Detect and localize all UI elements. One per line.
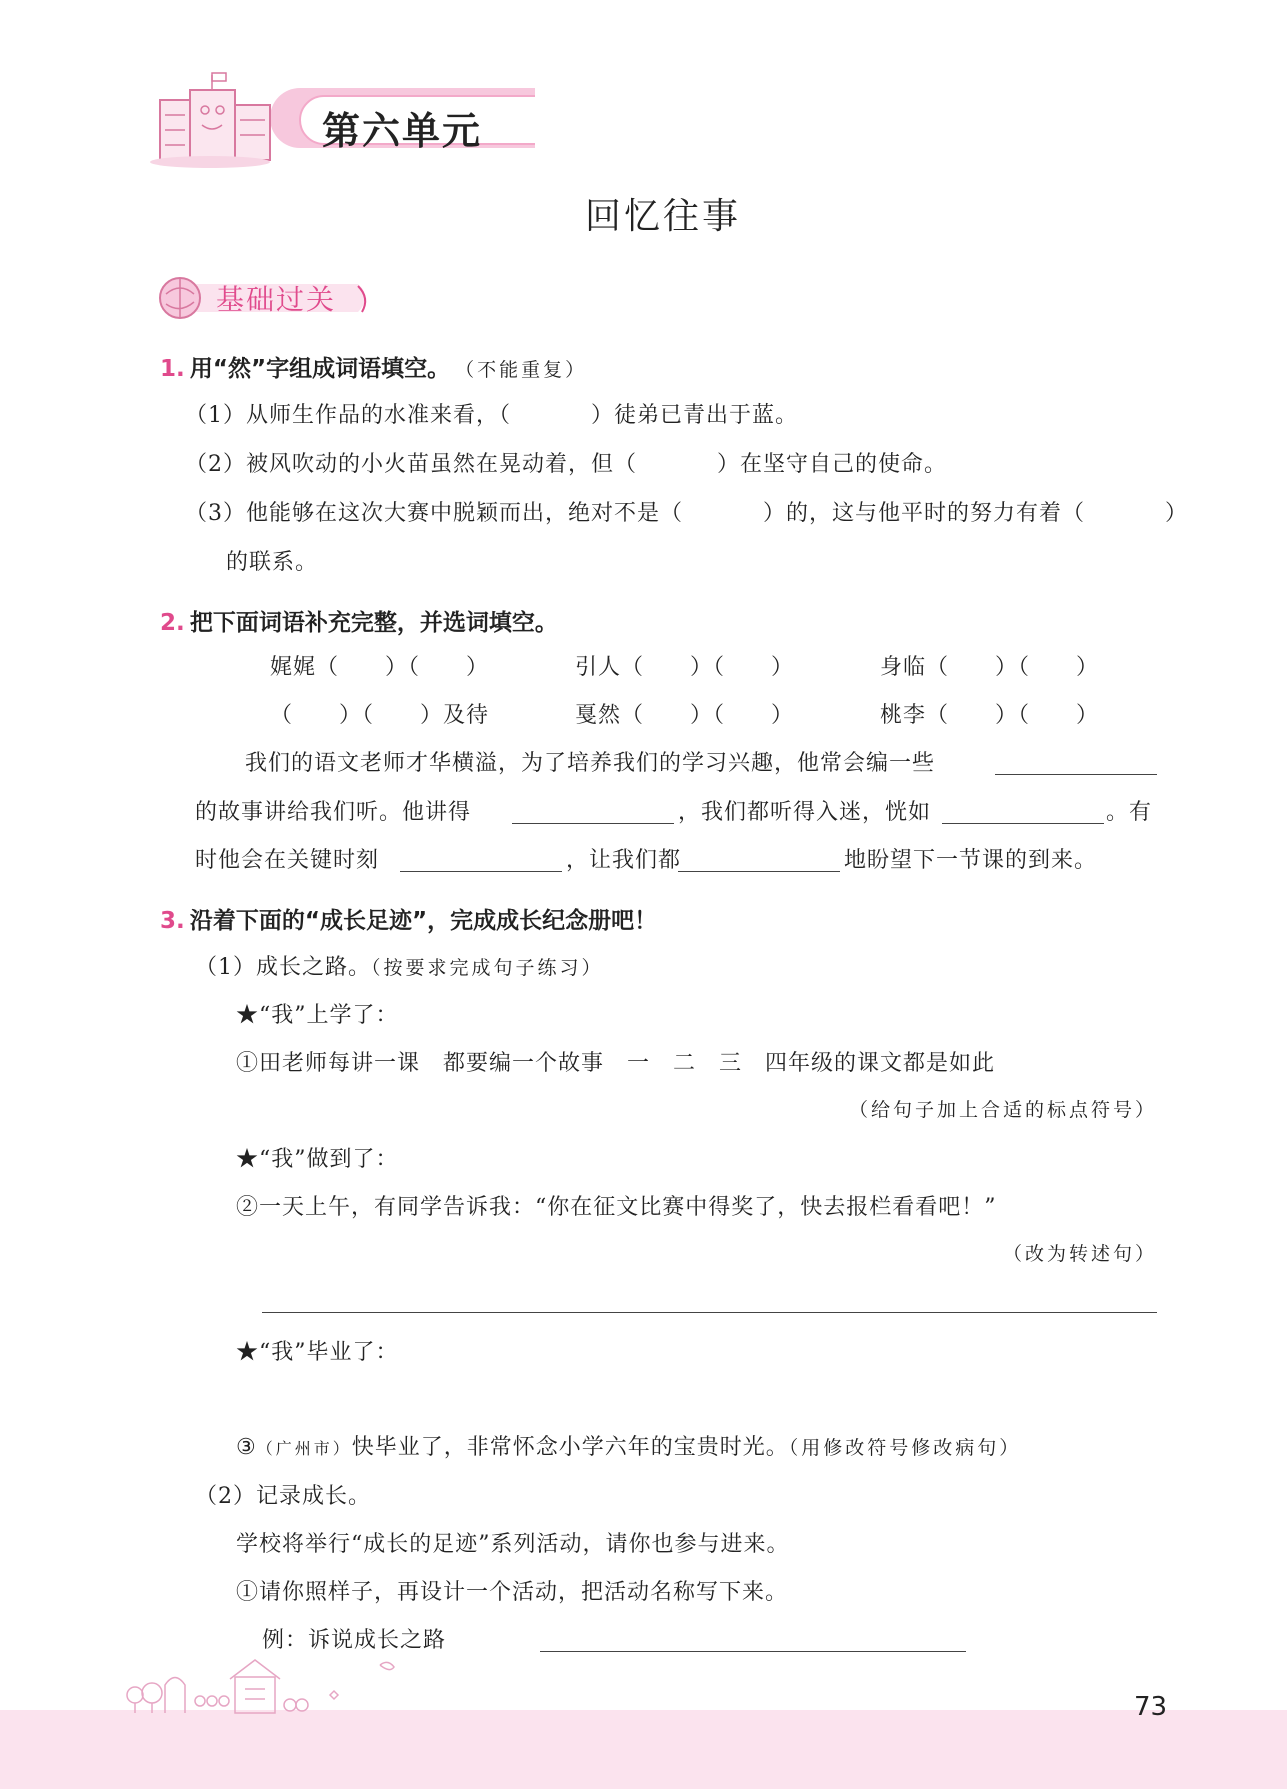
q2-word-2-3[interactable]: 桃李（ ）（ ） (880, 703, 1100, 728)
q3-prompt: 沿着下面的“成长足迹”，完成成长纪念册吧！ (189, 908, 658, 934)
q2-header (160, 604, 558, 637)
q1-item-3 (185, 496, 1188, 527)
q3-part1-note: （按要求完成句子练习） (371, 957, 604, 979)
q1-note: （不能重复） (455, 359, 588, 381)
q1-item-3-cont: 的联系。 (226, 550, 319, 575)
q2-word-1-3[interactable]: 身临（ ）（ ） (880, 655, 1100, 680)
q3-item-2-note: （改为转述句） (1002, 1243, 1157, 1265)
q3-item-3-marker: ③ (236, 1435, 257, 1460)
q2-blank-1[interactable] (995, 774, 1157, 775)
q1-number: 1. (160, 356, 185, 382)
q1-item-3-text-a: （3）他能够在这次大赛中脱颖而出，绝对不是（ (185, 501, 683, 526)
q3-item-2-answer-line[interactable] (262, 1312, 1157, 1313)
q1-item-1 (185, 398, 798, 429)
q2-prompt: 把下面词语补充完整，并选词填空。 (189, 610, 558, 636)
q2-para-line-3b: ，让我们都 (566, 848, 682, 873)
q2-para-line-3a: 时他会在关键时刻 (195, 848, 380, 873)
q1-item-3-text-c: ） (1165, 501, 1189, 526)
q3-star-1: ★“我”上学了： (236, 1003, 399, 1028)
q3-number: 3. (160, 908, 185, 934)
footer-decoration (120, 1655, 440, 1715)
q3-item-1: ①田老师每讲一课 都要编一个故事 一 二 三 四年级的课文都是如此 (236, 1051, 996, 1076)
q2-number: 2. (160, 610, 185, 636)
q3-item-3 (236, 1430, 1021, 1461)
q2-para-line-3c: 地盼望下一节课的到来。 (844, 848, 1098, 873)
q1-item-1-text-a: （1）从师生作品的水准来看，（ (185, 403, 511, 428)
unit-title: 第六单元 (322, 109, 483, 153)
q1-item-2-text-b: ）在坚守自己的使命。 (717, 452, 948, 477)
q1-prompt: 用“然”字组成词语填空。 (189, 356, 451, 382)
q2-para-line-2c: 。有 (1106, 800, 1153, 825)
q2-blank-4[interactable] (400, 871, 562, 872)
q3-part2: （2）记录成长。 (195, 1484, 371, 1509)
q2-word-1-1[interactable]: 娓娓（ ）（ ） (270, 655, 490, 680)
q3-part1-label: （1）成长之路。 (195, 955, 371, 980)
q1-item-2-text-a: （2）被风吹动的小火苗虽然在晃动着，但（ (185, 452, 637, 477)
q2-blank-2[interactable] (512, 823, 674, 824)
q3-example-answer-line[interactable] (540, 1651, 966, 1652)
section-label: 基础过关 (216, 283, 337, 316)
page-number: 73 (1134, 1692, 1168, 1722)
q3-header (160, 902, 657, 935)
q3-part2-item-1: ①请你照样子，再设计一个活动，把活动名称写下来。 (236, 1580, 789, 1605)
q3-star-3: ★“我”毕业了： (236, 1340, 399, 1365)
q3-item-3-source: （广州市） (256, 1439, 352, 1458)
footer-band (0, 1710, 1287, 1789)
q2-word-2-1[interactable]: （ ）（ ）及待 (270, 703, 490, 728)
q2-para-line-1: 我们的语文老师才华横溢，为了培养我们的学习兴趣，他常会编一些 (245, 751, 936, 776)
q1-item-3-text-b: ）的，这与他平时的努力有着（ (763, 501, 1086, 526)
q3-item-2: ②一天上午，有同学告诉我：“你在征文比赛中得奖了，快去报栏看看吧！” (236, 1195, 997, 1220)
q3-example: 例：诉说成长之路 (262, 1628, 447, 1653)
q2-blank-3[interactable] (942, 823, 1104, 824)
q2-para-line-2a: 的故事讲给我们听。他讲得 (195, 800, 472, 825)
q3-part2-text: 学校将举行“成长的足迹”系列活动，请你也参与进来。 (236, 1532, 790, 1557)
q3-star-2: ★“我”做到了： (236, 1147, 399, 1172)
school-scene-icon (120, 1655, 440, 1715)
q1-item-1-text-b: ）徒弟已青出于蓝。 (591, 403, 799, 428)
q3-item-3-text[interactable]: 快毕业了，非常怀念小学六年的宝贵时光。 (351, 1435, 789, 1460)
q2-word-2-2[interactable]: 戛然（ ）（ ） (575, 703, 795, 728)
q2-para-line-2b: ，我们都听得入迷，恍如 (678, 800, 932, 825)
q3-item-3-note: （用修改符号修改病句） (788, 1437, 1022, 1459)
q1-header (160, 350, 587, 383)
q2-word-1-2[interactable]: 引人（ ）（ ） (575, 655, 795, 680)
q1-item-2 (185, 447, 947, 478)
q3-part1 (195, 950, 604, 981)
q3-item-1-note: （给句子加上合适的标点符号） (848, 1099, 1157, 1121)
q2-blank-5[interactable] (678, 871, 840, 872)
lesson-title: 回忆往事 (585, 196, 742, 237)
